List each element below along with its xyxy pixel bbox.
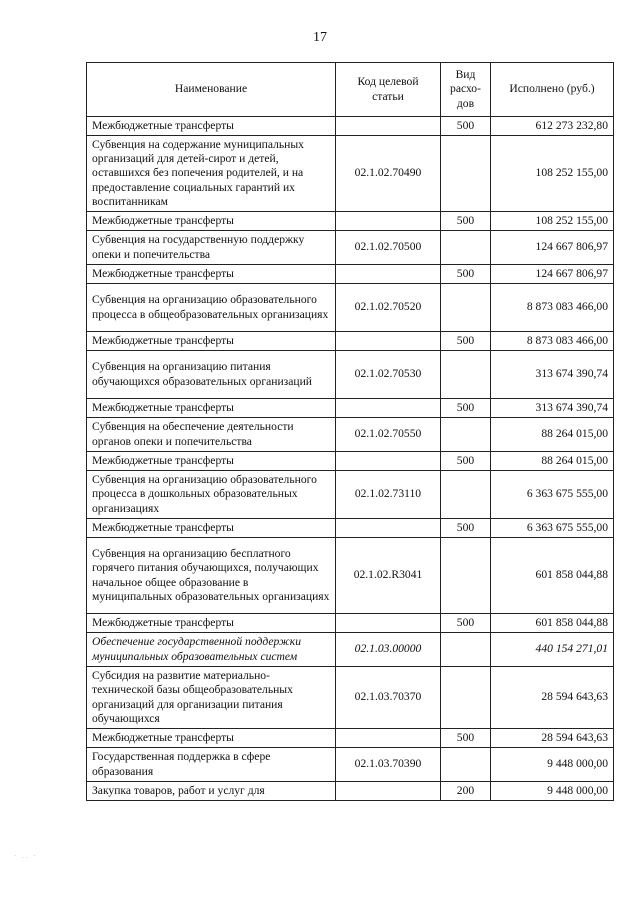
- header-code: Код целевой статьи: [336, 63, 441, 117]
- header-name: Наименование: [87, 63, 336, 117]
- row-code-cell: 02.1.02.70500: [336, 231, 441, 265]
- row-executed-cell: 601 858 044,88: [491, 614, 614, 633]
- row-code-cell: [336, 782, 441, 801]
- row-code-cell: [336, 399, 441, 418]
- table-row: [87, 399, 614, 418]
- header-executed: Исполнено (руб.): [491, 63, 614, 117]
- scan-specks: · .. ·: [14, 852, 38, 860]
- row-executed-cell: 9 448 000,00: [491, 782, 614, 801]
- row-type-cell: 500: [441, 399, 491, 418]
- row-code-cell: [336, 729, 441, 748]
- table-row: [87, 136, 614, 212]
- table-row: [87, 633, 614, 667]
- row-executed-cell: 28 594 643,63: [491, 729, 614, 748]
- table-row: [87, 729, 614, 748]
- table-body: [87, 117, 614, 801]
- table-row: [87, 667, 614, 729]
- table-row: [87, 782, 614, 801]
- row-type-cell: 500: [441, 117, 491, 136]
- row-code-cell: 02.1.02.70550: [336, 418, 441, 452]
- row-type-cell: [441, 667, 491, 729]
- row-name-cell: Межбюджетные трансферты: [87, 265, 336, 284]
- row-type-cell: 500: [441, 519, 491, 538]
- row-type-cell: 500: [441, 332, 491, 351]
- row-code-cell: 02.1.02.70530: [336, 351, 441, 399]
- expenditure-table: [86, 62, 614, 801]
- row-code-cell: 02.1.02.70490: [336, 136, 441, 212]
- table-row: [87, 471, 614, 519]
- table-row: [87, 418, 614, 452]
- table-row: [87, 265, 614, 284]
- row-executed-cell: 88 264 015,00: [491, 418, 614, 452]
- table-row: [87, 748, 614, 782]
- row-type-cell: 200: [441, 782, 491, 801]
- row-code-cell: [336, 614, 441, 633]
- row-type-cell: [441, 748, 491, 782]
- row-type-cell: [441, 231, 491, 265]
- row-type-cell: 500: [441, 729, 491, 748]
- row-name-cell: Межбюджетные трансферты: [87, 212, 336, 231]
- row-code-cell: [336, 117, 441, 136]
- row-name-cell: Обеспечение государственной поддержки муниципальных образовательных систем: [87, 633, 336, 667]
- row-type-cell: [441, 418, 491, 452]
- row-code-cell: [336, 212, 441, 231]
- row-name-cell: Межбюджетные трансферты: [87, 332, 336, 351]
- row-type-cell: 500: [441, 212, 491, 231]
- row-type-cell: 500: [441, 614, 491, 633]
- row-name-cell: Субвенция на содержание муниципальных организаций для детей-сирот и детей, оставшихся без попечения родителей, и на предоставление социальных гарантий их воспитанникам: [87, 136, 336, 212]
- row-name-cell: Субвенция на организацию питания обучающихся образовательных организаций: [87, 351, 336, 399]
- table-row: [87, 538, 614, 614]
- table-row: [87, 332, 614, 351]
- row-code-cell: 02.1.02.73110: [336, 471, 441, 519]
- row-executed-cell: 28 594 643,63: [491, 667, 614, 729]
- row-name-cell: Государственная поддержка в сфере образования: [87, 748, 336, 782]
- table-row: [87, 519, 614, 538]
- row-type-cell: [441, 471, 491, 519]
- row-name-cell: Межбюджетные трансферты: [87, 729, 336, 748]
- row-executed-cell: 124 667 806,97: [491, 265, 614, 284]
- row-name-cell: Межбюджетные трансферты: [87, 117, 336, 136]
- table-header-row: [87, 63, 614, 117]
- table-row: [87, 212, 614, 231]
- page-number: 17: [313, 30, 327, 45]
- table-row: [87, 351, 614, 399]
- row-executed-cell: 108 252 155,00: [491, 212, 614, 231]
- row-type-cell: [441, 351, 491, 399]
- row-code-cell: 02.1.02.R3041: [336, 538, 441, 614]
- row-name-cell: Закупка товаров, работ и услуг для: [87, 782, 336, 801]
- row-code-cell: [336, 265, 441, 284]
- row-name-cell: Субвенция на организацию бесплатного горячего питания обучающихся, получающих начальное общее образование в муниципальных образовательных организациях: [87, 538, 336, 614]
- row-code-cell: 02.1.03.70390: [336, 748, 441, 782]
- row-type-cell: 500: [441, 452, 491, 471]
- row-type-cell: [441, 284, 491, 332]
- table-row: [87, 284, 614, 332]
- row-executed-cell: 88 264 015,00: [491, 452, 614, 471]
- table-row: [87, 614, 614, 633]
- row-name-cell: Субвенция на организацию образовательного процесса в общеобразовательных организациях: [87, 284, 336, 332]
- row-code-cell: 02.1.03.00000: [336, 633, 441, 667]
- table-row: [87, 452, 614, 471]
- row-name-cell: Субвенция на организацию образовательного процесса в дошкольных образовательных организациях: [87, 471, 336, 519]
- row-executed-cell: 601 858 044,88: [491, 538, 614, 614]
- row-executed-cell: 440 154 271,01: [491, 633, 614, 667]
- row-code-cell: 02.1.02.70520: [336, 284, 441, 332]
- table-row: [87, 231, 614, 265]
- row-type-cell: 500: [441, 265, 491, 284]
- row-executed-cell: 6 363 675 555,00: [491, 471, 614, 519]
- row-executed-cell: 108 252 155,00: [491, 136, 614, 212]
- row-type-cell: [441, 633, 491, 667]
- row-code-cell: 02.1.03.70370: [336, 667, 441, 729]
- row-name-cell: Межбюджетные трансферты: [87, 452, 336, 471]
- row-code-cell: [336, 452, 441, 471]
- header-type: Вид расхо-дов: [441, 63, 491, 117]
- row-executed-cell: 6 363 675 555,00: [491, 519, 614, 538]
- table-row: [87, 117, 614, 136]
- row-code-cell: [336, 332, 441, 351]
- row-code-cell: [336, 519, 441, 538]
- row-name-cell: Межбюджетные трансферты: [87, 614, 336, 633]
- row-name-cell: Субсидия на развитие материально-технической базы общеобразовательных организаций для организации питания обучающихся: [87, 667, 336, 729]
- row-name-cell: Субвенция на обеспечение деятельности органов опеки и попечительства: [87, 418, 336, 452]
- row-type-cell: [441, 538, 491, 614]
- row-type-cell: [441, 136, 491, 212]
- row-name-cell: Межбюджетные трансферты: [87, 519, 336, 538]
- row-executed-cell: 313 674 390,74: [491, 351, 614, 399]
- row-executed-cell: 124 667 806,97: [491, 231, 614, 265]
- row-executed-cell: 8 873 083 466,00: [491, 284, 614, 332]
- row-name-cell: Субвенция на государственную поддержку опеки и попечительства: [87, 231, 336, 265]
- row-executed-cell: 313 674 390,74: [491, 399, 614, 418]
- row-executed-cell: 9 448 000,00: [491, 748, 614, 782]
- row-executed-cell: 612 273 232,80: [491, 117, 614, 136]
- row-executed-cell: 8 873 083 466,00: [491, 332, 614, 351]
- row-name-cell: Межбюджетные трансферты: [87, 399, 336, 418]
